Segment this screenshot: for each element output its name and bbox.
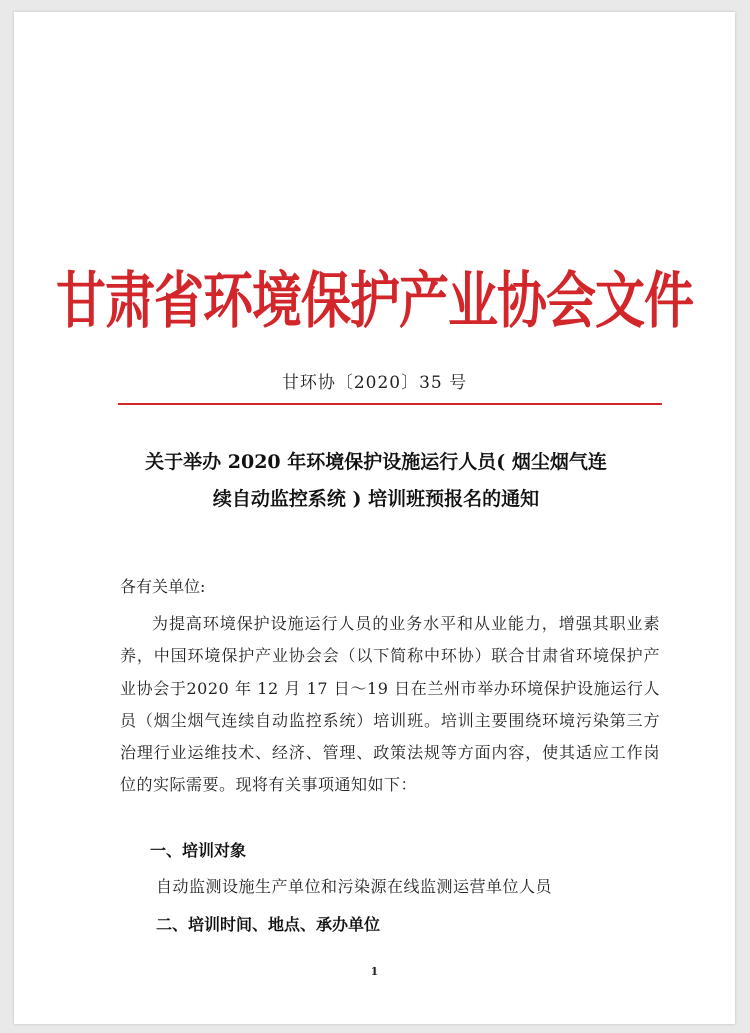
section-1-heading: 一、培训对象 (150, 841, 247, 860)
notice-title-line-1: 关于举办 2020 年环境保护设施运行人员( 烟尘烟气连 (145, 451, 607, 473)
section-2-heading: 二、培训时间、地点、承办单位 (156, 915, 381, 934)
notice-title (74, 444, 678, 518)
notice-title-line-2: 续自动监控系统 ) 培训班预报名的通知 (212, 488, 540, 510)
document-page (14, 12, 735, 1024)
masthead-title: 甘肃省环境保护产业协会文件 (56, 264, 693, 337)
page-number: 1 (370, 965, 379, 978)
red-divider-line (118, 403, 662, 405)
intro-paragraph: 为提高环境保护设施运行人员的业务水平和从业能力，增强其职业素养，中国环境保护产业协会会（以下简称中环协）联合甘肃省环境保护产业协会于2020 年 12 月 17 日～19 日在兰州市举办环境保护设施运行人员（烟尘烟气连续自动监控系统）培训班。培训主要围绕环境污染第三方治理行业运维技术、经济、管理、政策法规等方面内容，使其适应工作岗位的实际需要。现将有关事项通知如下： (120, 614, 660, 795)
salutation: 各有关单位: (120, 577, 206, 596)
document-number: 甘环协〔2020〕35 号 (281, 373, 468, 393)
section-1-text: 自动监测设施生产单位和污染源在线监测运营单位人员 (156, 877, 553, 896)
